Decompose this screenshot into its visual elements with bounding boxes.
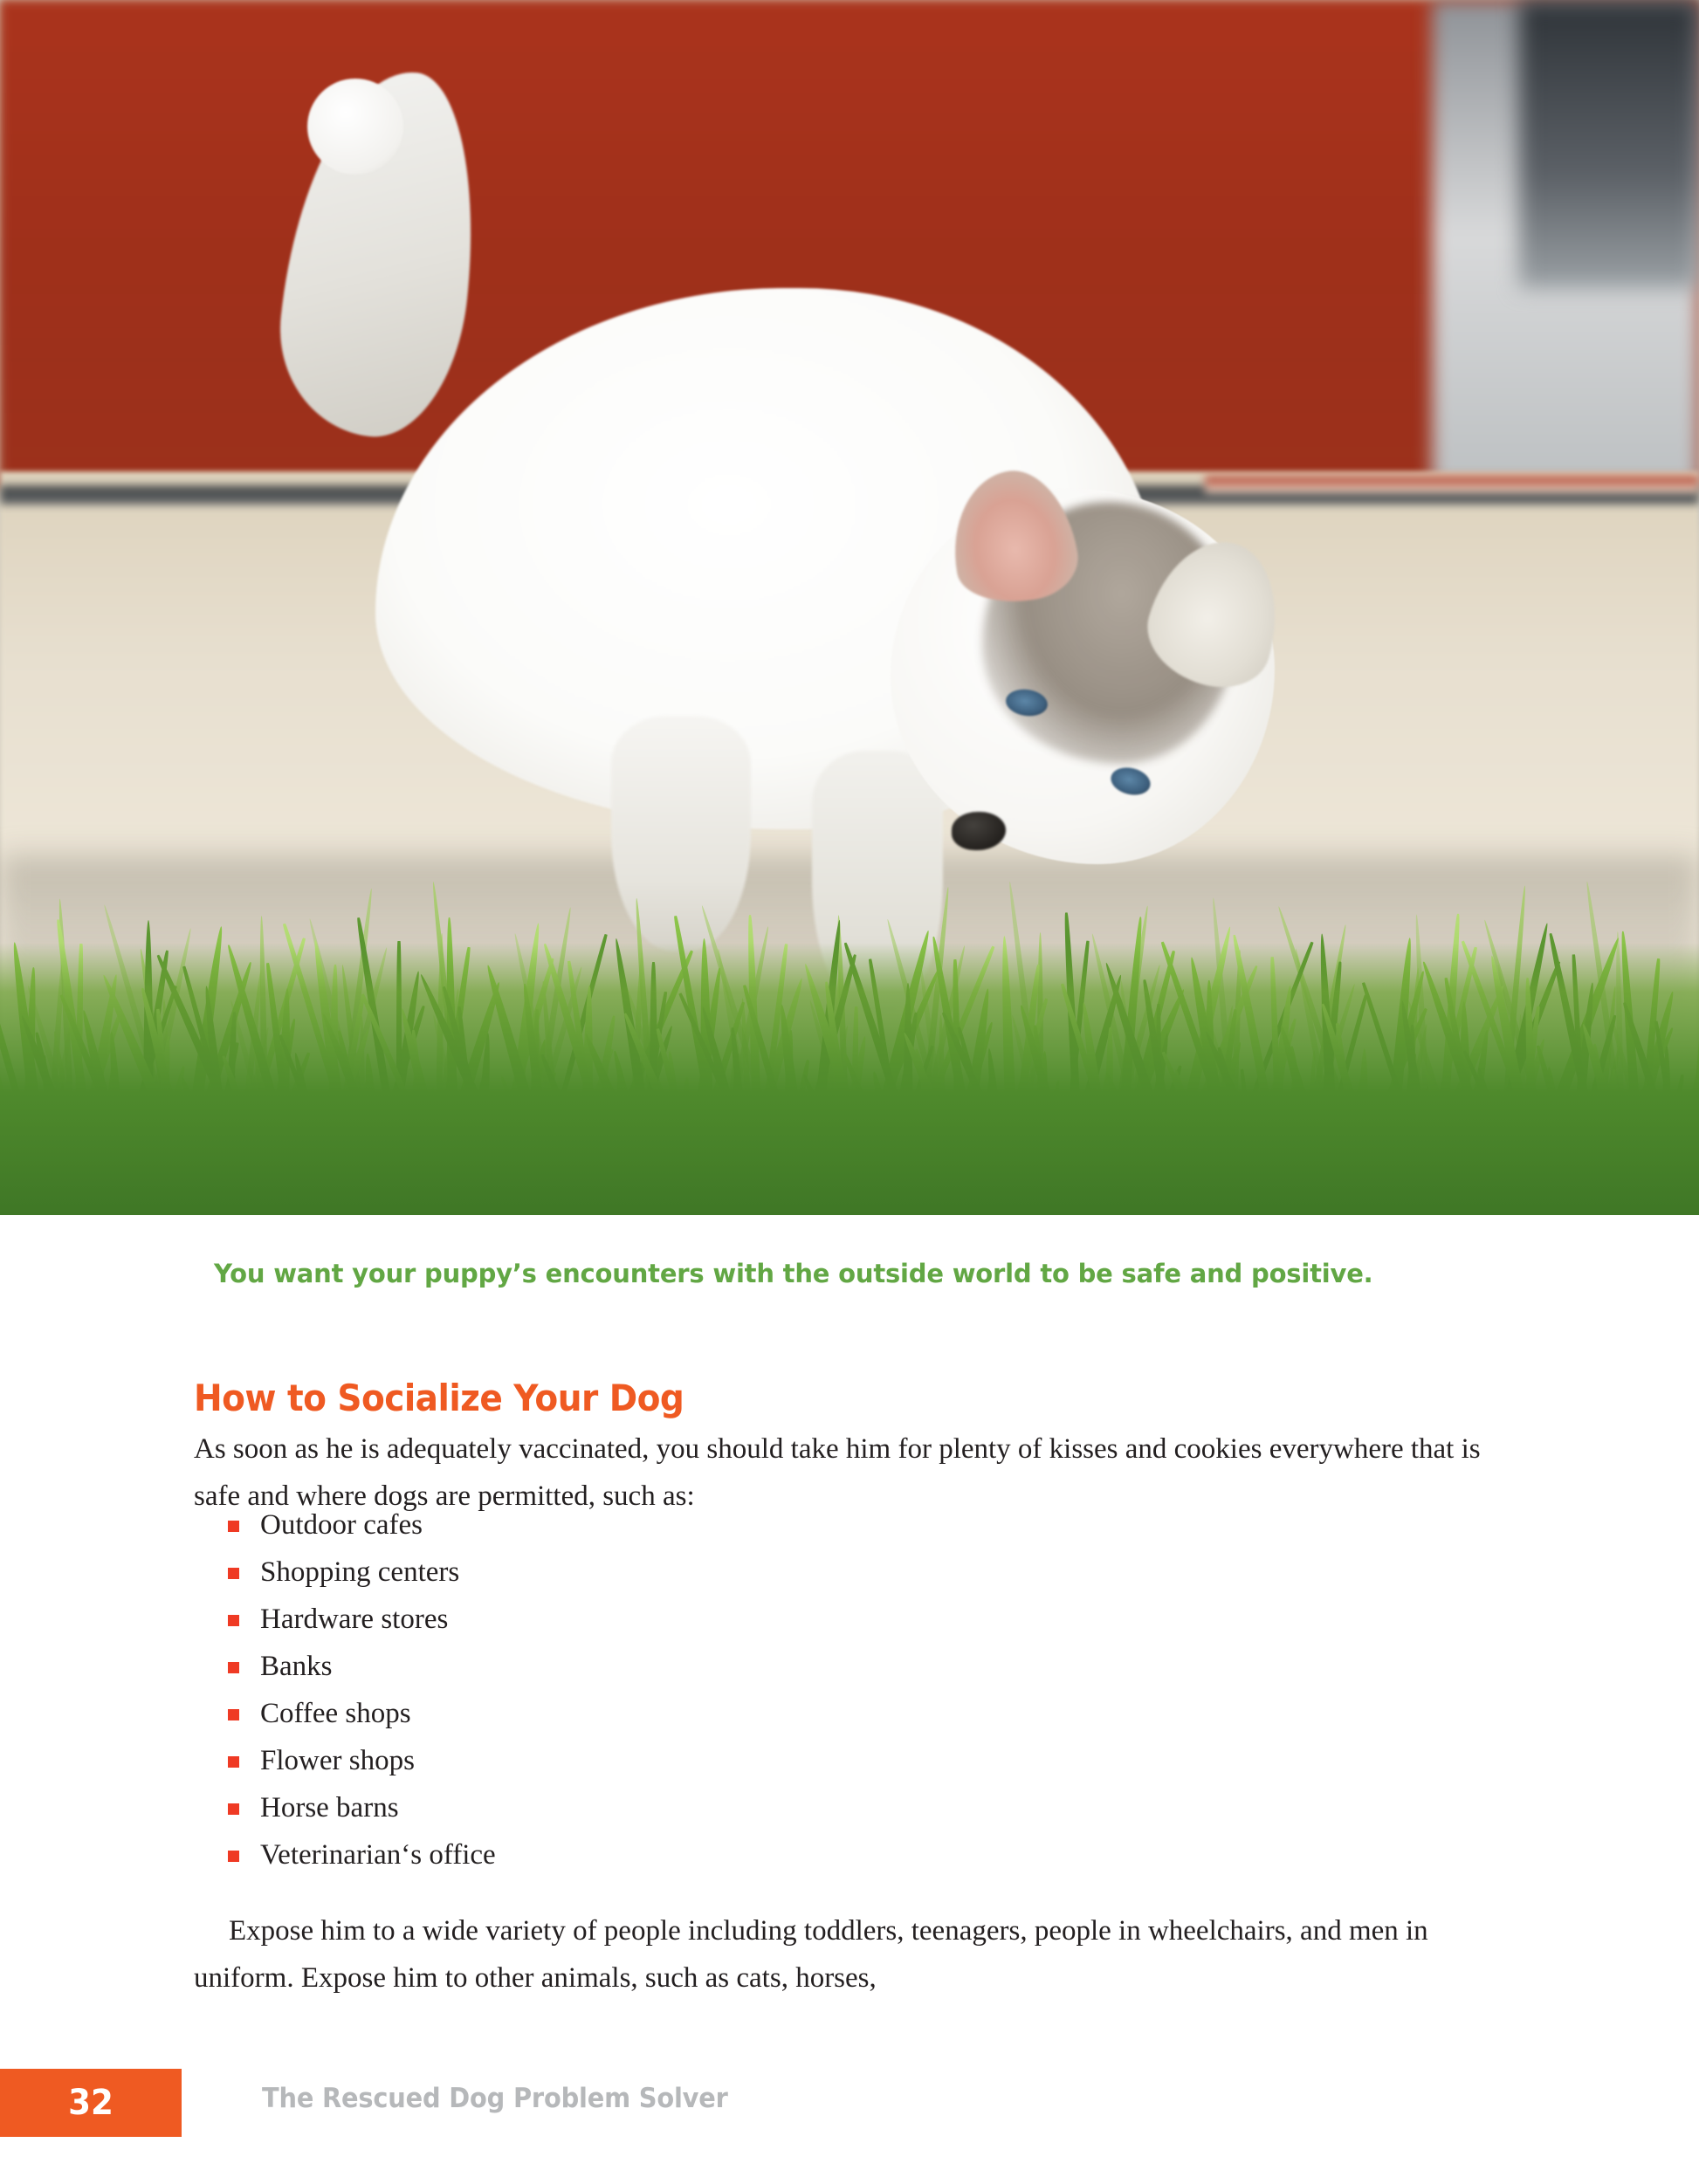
grass-base <box>0 943 1699 1215</box>
bullet-square-icon <box>228 1568 239 1579</box>
bullet-square-icon <box>228 1851 239 1862</box>
bullet-square-icon <box>228 1803 239 1815</box>
page-footer <box>0 2069 1699 2139</box>
closing-paragraph: Expose him to a wide variety of people including toddlers, teenagers, people in wheelchairs, and men in uniform. Expose him to other animals, such as cats, horses, <box>194 1915 1428 1994</box>
bullet-square-icon <box>228 1662 239 1673</box>
background-rail-secondary <box>1205 476 1699 493</box>
socialization-location-list <box>223 1501 496 1878</box>
list-item-label: Horse barns <box>260 1792 399 1823</box>
page-text-content <box>0 1215 1699 2184</box>
list-item-label: Veterinarian‘s office <box>260 1839 496 1871</box>
list-item-label: Banks <box>260 1651 333 1682</box>
photo-caption: You want your puppy’s encounters with the outside world to be safe and positive. <box>214 1259 1373 1288</box>
bullet-square-icon <box>228 1756 239 1768</box>
list-item-label: Coffee shops <box>260 1698 411 1729</box>
list-item-label: Flower shops <box>260 1745 415 1776</box>
list-item <box>223 1596 496 1643</box>
list-item <box>223 1643 496 1690</box>
intro-paragraph: As soon as he is adequately vaccinated, you should take him for plenty of kisses and cookies everywhere that is safe and where dogs are permitted, such as: <box>194 1433 1481 1512</box>
page-number: 32 <box>68 2083 113 2123</box>
book-title: The Rescued Dog Problem Solver <box>262 2083 728 2114</box>
list-item <box>223 1737 496 1784</box>
list-item-label: Outdoor cafes <box>260 1509 423 1541</box>
puppy-tail-tip <box>307 79 403 175</box>
list-item <box>223 1501 496 1549</box>
list-item <box>223 1690 496 1737</box>
list-item <box>223 1784 496 1831</box>
bullet-square-icon <box>228 1615 239 1626</box>
bullet-square-icon <box>228 1709 239 1720</box>
list-item-label: Shopping centers <box>260 1556 460 1588</box>
bullet-square-icon <box>228 1521 239 1532</box>
list-item-label: Hardware stores <box>260 1604 449 1635</box>
page-title: How to Socialize Your Dog <box>194 1376 684 1419</box>
list-item <box>223 1549 496 1596</box>
list-item <box>223 1831 496 1878</box>
background-right-dark-panel <box>1519 0 1699 288</box>
